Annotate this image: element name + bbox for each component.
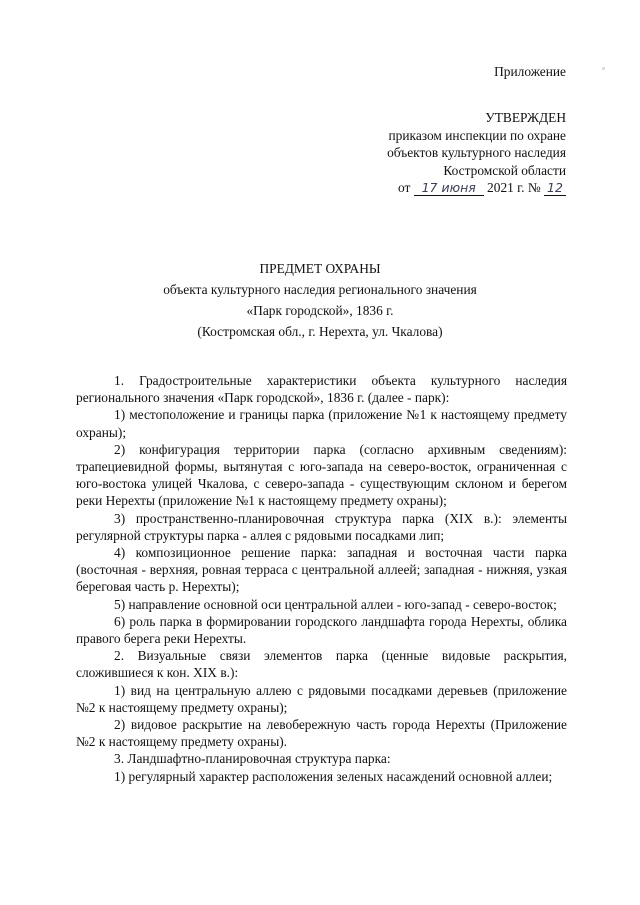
approval-block (387, 109, 566, 197)
order-line-1: приказом инспекции по охране (388, 127, 566, 143)
scan-speck (602, 67, 605, 70)
item-3-1: 1) регулярный характер расположения зеленых насаждений основной аллеи; (114, 768, 553, 784)
appendix-label: Приложение (494, 64, 566, 79)
item-1-2: 2) конфигурация территории парка (согласно архивным сведениям): трапециевидной формы, вытянутая с юго-запада на северо-восток, ограниченная с юго-востока улицей Чкалова, с северо-запада - существующим склоном и берегом реки Нерехты (приложение №1 к настоящему предмету охраны); (76, 441, 567, 509)
handwritten-date: 17 июня (414, 181, 484, 196)
handwritten-order-number: 12 (544, 181, 566, 196)
item-2-1: 1) вид на центральную аллею с рядовыми посадками деревьев (приложение №2 к настоящему предмету охраны); (76, 682, 567, 715)
order-line-3: Костромской области (443, 162, 566, 178)
date-prefix: от (397, 180, 411, 196)
document-body (76, 372, 567, 785)
item-1-6: 6) роль парка в формировании городского ландшафта города Нерехты, облика правого берега реки Нерехты. (76, 613, 567, 647)
section-2-paragraph: 2. Визуальные связи элементов парка (ценные видовые раскрытия, сложившиеся к кон. XIX в.): (76, 648, 567, 681)
title-line-2: «Парк городской», 1836 г. (246, 303, 394, 318)
order-date-line (387, 179, 566, 197)
approved-heading: УТВЕРЖДЕН (485, 110, 566, 125)
section-3-paragraph: 3. Ландшафтно-планировочная структура парка: (114, 751, 391, 767)
item-2-2: 2) видовое раскрытие на левобережную часть города Нерехты (Приложение №2 к настоящему предмету охраны). (76, 717, 567, 750)
section-1-paragraph: 1. Градостроительные характеристики объекта культурного наследия регионального значения «Парк городской», 1836 г. (далее - парк): (76, 373, 567, 406)
document-title (60, 260, 580, 344)
item-1-5: 5) направление основной оси центральной аллеи - юго-запад - северо-восток; (114, 596, 557, 612)
date-year: 2021 г. № (487, 180, 541, 196)
order-line-2: объектов культурного наследия (387, 145, 566, 161)
title-line-1: объекта культурного наследия регионального значения (163, 282, 477, 297)
item-1-3: 3) пространственно-планировочная структура парка (XIX в.): элементы регулярной структуры парка - аллея с рядовыми посадками лип; (76, 510, 567, 543)
item-1-1: 1) местоположение и границы парка (приложение №1 к настоящему предмету охраны); (76, 407, 567, 440)
title-heading: ПРЕДМЕТ ОХРАНЫ (259, 261, 381, 276)
item-1-4: 4) композиционное решение парка: западная и восточная части парка (восточная - верхняя, ровная терраса с центральной аллеей; западная - нижняя, узкая береговая часть р. Нерехты); (76, 545, 567, 595)
title-line-3: (Костромская обл., г. Нерехта, ул. Чкалова) (197, 324, 443, 339)
